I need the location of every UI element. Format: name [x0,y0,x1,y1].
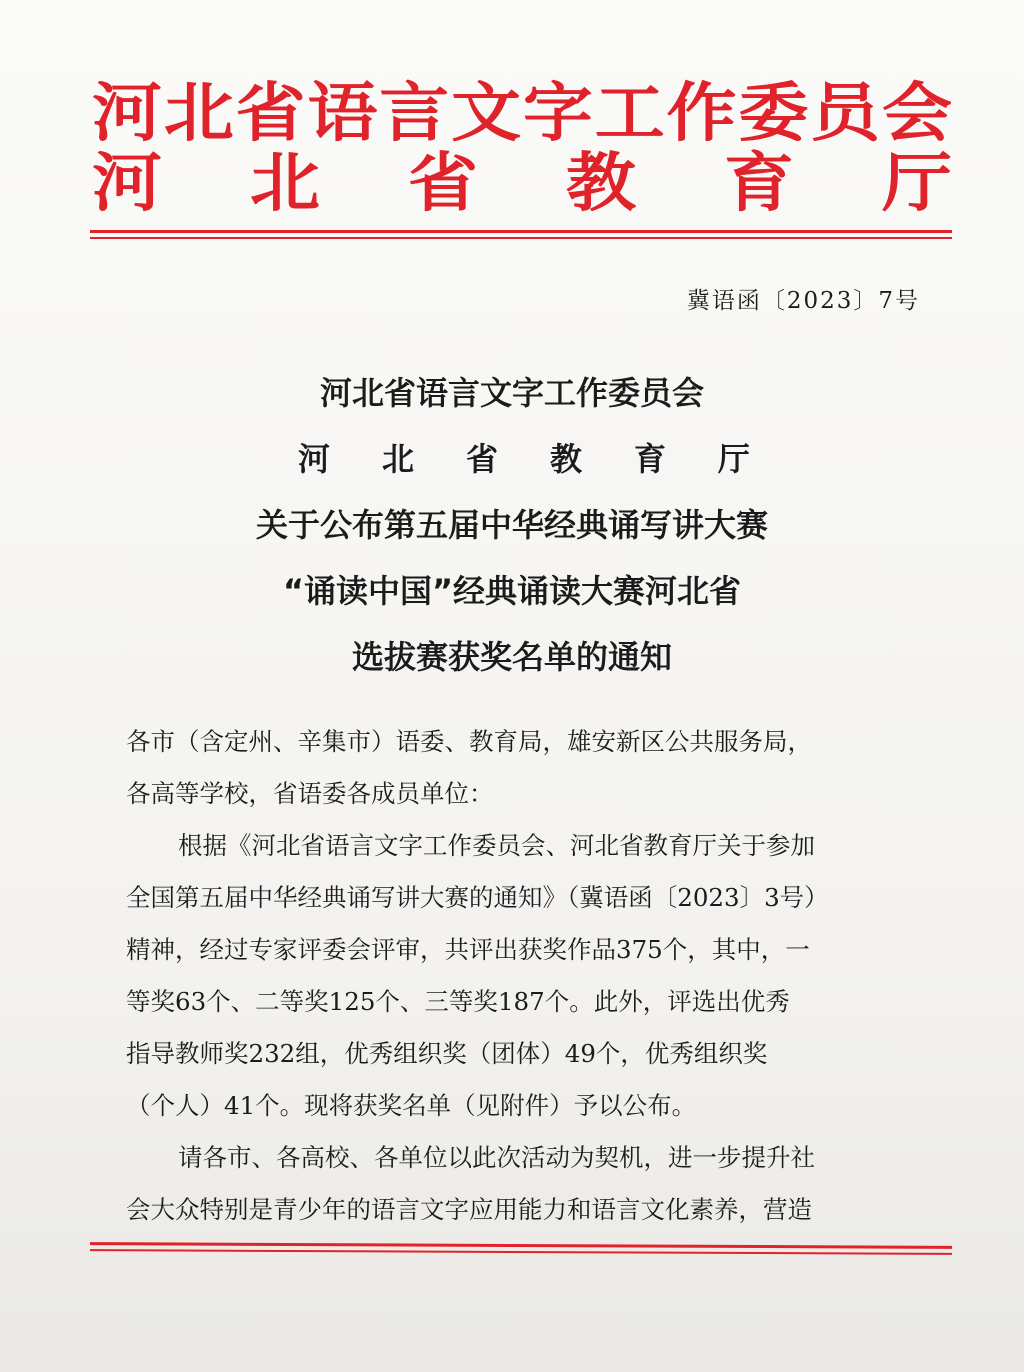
red-header-line-1 [92,75,952,151]
body-line: 请各市、各高校、各单位以此次活动为契机，进一步提升社 [178,1143,815,1172]
body-text [126,716,906,1236]
body-line: 会大众特别是青少年的语言文字应用能力和语言文化素养，营造 [126,1195,812,1224]
header-rule-thick [90,230,952,233]
header-char: 省 [408,145,478,221]
header-char: 字 [522,75,593,151]
body-line: 精神，经过专家评委会评审，共评出获奖作品375个，其中，一 [126,935,810,964]
body-line: 全国第五届中华经典诵写讲大赛的通知》（冀语函〔2023〕3号） [126,883,829,912]
body-line: 根据《河北省语言文字工作委员会、河北省教育厅关于参加 [178,831,815,860]
footer-rule-thick [90,1242,952,1249]
title-char: 教 [549,440,582,478]
body-line: 各市（含定州、辛集市）语委、教育局，雄安新区公共服务局， [126,727,812,756]
title-line-1: 河北省语言文字工作委员会 [319,374,704,412]
body-line: 各高等学校，省语委各成员单位： [126,779,494,808]
title-line-4: “诵读中国”经典诵读大赛河北省 [282,572,742,610]
footer-rule-thin [90,1249,952,1254]
header-char: 工 [594,75,665,151]
header-char: 育 [724,145,794,221]
title-line-2 [298,434,750,480]
header-char: 厅 [882,145,952,221]
header-char: 语 [307,75,378,151]
title-line-3: 关于公布第五届中华经典诵写讲大赛 [255,506,768,544]
body-line: （个人）41个。现将获奖名单（见附件）予以公布。 [126,1091,697,1120]
body-line: 等奖63个、二等奖125个、三等奖187个。此外，评选出优秀 [126,987,790,1016]
body-line: 指导教师奖232组，优秀组织奖（团体）49个，优秀组织奖 [126,1039,768,1068]
title-char: 育 [633,440,666,478]
header-char: 教 [566,145,636,221]
title-char: 河 [298,440,331,478]
header-char: 北 [250,145,320,221]
red-header-line-2 [92,145,952,221]
header-char: 省 [235,75,306,151]
title-line-5: 选拔赛获奖名单的通知 [351,638,672,676]
header-char: 言 [379,75,450,151]
header-char: 河 [92,75,162,151]
header-char: 北 [163,75,234,151]
title-char: 北 [381,440,414,478]
title-char: 省 [465,440,498,478]
header-char: 作 [666,75,737,151]
header-char: 会 [881,75,952,151]
title-char: 厅 [717,440,750,478]
header-char: 员 [810,75,881,151]
header-char: 委 [738,75,809,151]
document-number: 冀语函〔2023〕7号 [686,288,920,314]
header-char: 河 [92,145,162,221]
header-char: 文 [451,75,522,151]
header-rule-thin [90,237,952,239]
